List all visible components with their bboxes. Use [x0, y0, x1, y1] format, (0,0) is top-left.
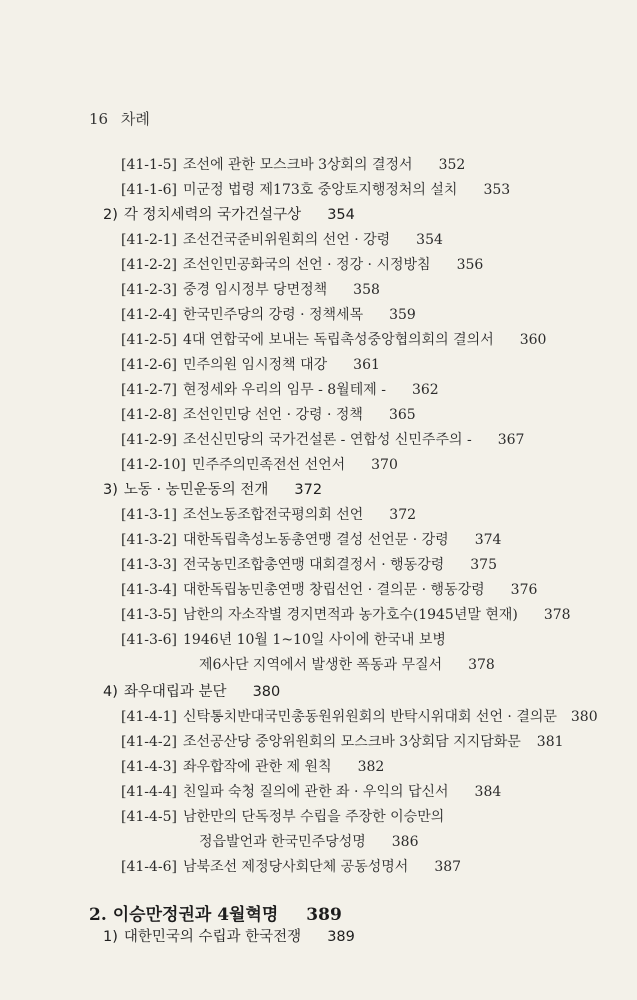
- section-number: 3): [103, 482, 118, 498]
- entry-title: 신탁통치반대국민총동원위원회의 반탁시위대회 선언 · 결의문: [183, 709, 557, 725]
- toc-entry-continuation: [199, 656, 495, 674]
- entry-title: 조선신민당의 국가건설론 - 연합성 신민주주의 -: [183, 432, 472, 448]
- entry-code: [41-3-5]: [121, 607, 178, 623]
- entry-page: 381: [536, 734, 564, 750]
- entry-page: 389: [306, 905, 342, 925]
- toc-entry: [121, 281, 380, 299]
- entry-title: 남북조선 제정당사회단체 공동성명서: [183, 859, 409, 875]
- entry-title: 전국농민조합총연맹 대회결정서 · 행동강령: [183, 557, 445, 573]
- entry-page: 353: [483, 182, 511, 198]
- toc-entry: [121, 381, 439, 399]
- entry-page: 376: [510, 582, 538, 598]
- toc-entry: [121, 758, 384, 776]
- toc-entry: [121, 606, 571, 624]
- chapter-title: 이승만정권과 4월혁명: [112, 905, 279, 925]
- entry-page: 356: [456, 257, 484, 273]
- entry-title: 현정세와 우리의 임무 - 8월테제 -: [183, 382, 386, 398]
- toc-entry-continuation: [199, 833, 418, 851]
- entry-title: 중경 임시정부 당면정책: [183, 282, 328, 298]
- section-title: 각 정치세력의 국가건설구상: [123, 207, 302, 223]
- entry-code: [41-3-6]: [121, 632, 178, 648]
- entry-page: 386: [391, 834, 419, 850]
- section-number: 2): [103, 207, 118, 223]
- entry-page: 387: [434, 859, 462, 875]
- entry-code: [41-4-1]: [121, 709, 178, 725]
- entry-code: [41-2-6]: [121, 357, 178, 373]
- entry-title: 조선공산당 중앙위원회의 모스크바 3상회담 지지담화문: [183, 734, 521, 750]
- entry-title: 민주의원 임시정책 대강: [183, 357, 328, 373]
- toc-entry: [121, 506, 416, 524]
- entry-code: [41-2-7]: [121, 382, 178, 398]
- section-title: 노동 · 농민운동의 전개: [123, 482, 269, 498]
- entry-page: 380: [252, 684, 281, 700]
- entry-page: 384: [474, 784, 502, 800]
- section-number: 1): [103, 929, 118, 945]
- section-title: 좌우대립과 분단: [123, 684, 227, 700]
- toc-entry: [121, 356, 380, 374]
- toc-entry: [121, 181, 510, 199]
- entry-title: 대한독립촉성노동총연맹 결성 선언문 · 강령: [183, 532, 449, 548]
- entry-page: 367: [497, 432, 525, 448]
- entry-page: 372: [389, 507, 417, 523]
- entry-title: 민주주의민족전선 선언서: [191, 457, 346, 473]
- entry-page: 358: [353, 282, 380, 298]
- entry-page: 354: [416, 232, 443, 248]
- entry-page: 372: [294, 482, 323, 498]
- entry-code: [41-2-5]: [121, 332, 178, 348]
- toc-entry: [121, 581, 537, 599]
- section-number: 4): [103, 684, 118, 700]
- entry-code: [41-1-6]: [121, 182, 178, 198]
- entry-page: 375: [470, 557, 497, 573]
- page-number: 16: [89, 110, 109, 128]
- toc-entry: [121, 708, 598, 726]
- entry-page: 352: [438, 157, 466, 173]
- entry-page: 380: [570, 709, 598, 725]
- toc-entry: [121, 631, 446, 649]
- page-title: 차례: [120, 110, 150, 128]
- entry-page: 378: [543, 607, 571, 623]
- entry-code: [41-4-2]: [121, 734, 178, 750]
- entry-title: 조선인민당 선언 · 강령 · 정책: [183, 407, 363, 423]
- toc-entry: [121, 231, 443, 249]
- toc-entry: [121, 331, 546, 349]
- entry-page: 362: [411, 382, 439, 398]
- entry-page: 361: [353, 357, 380, 373]
- toc-section: [103, 683, 280, 701]
- entry-code: [41-4-3]: [121, 759, 178, 775]
- entry-title: 조선노동조합전국평의회 선언: [183, 507, 364, 523]
- toc-section: [103, 928, 355, 946]
- entry-page: 359: [389, 307, 416, 323]
- entry-title: 1946년 10월 1~10일 사이에 한국내 보병: [183, 632, 446, 648]
- entry-title: 대한독립농민총연맹 창립선언 · 결의문 · 행동강령: [183, 582, 485, 598]
- entry-title: 조선인민공화국의 선언 · 정강 · 시정방침: [183, 257, 431, 273]
- section-title: 대한민국의 수립과 한국전쟁: [123, 929, 302, 945]
- entry-code: [41-4-4]: [121, 784, 178, 800]
- toc-chapter: [89, 900, 342, 925]
- chapter-number: 2.: [89, 905, 107, 925]
- entry-page: 370: [371, 457, 398, 473]
- entry-page: 360: [519, 332, 547, 348]
- entry-title: 미군정 법령 제173호 중앙토지행정처의 설치: [183, 182, 458, 198]
- entry-title: 친일파 숙청 질의에 관한 좌 · 우익의 답신서: [183, 784, 449, 800]
- entry-code: [41-4-6]: [121, 859, 178, 875]
- entry-title: 남한만의 단독정부 수립을 주장한 이승만의: [183, 809, 445, 825]
- entry-code: [41-4-5]: [121, 809, 178, 825]
- entry-title: 4대 연합국에 보내는 독립촉성중앙협의회의 결의서: [183, 332, 494, 348]
- entry-code: [41-2-10]: [121, 457, 186, 473]
- entry-code: [41-2-8]: [121, 407, 178, 423]
- entry-page: 382: [357, 759, 385, 775]
- toc-entry: [121, 256, 483, 274]
- entry-code: [41-3-3]: [121, 557, 178, 573]
- entry-page: 378: [468, 657, 495, 673]
- toc-section: [103, 206, 355, 224]
- entry-page: 354: [327, 207, 355, 223]
- toc-entry: [121, 733, 564, 751]
- toc-entry: [121, 306, 416, 324]
- toc-entry: [121, 406, 416, 424]
- entry-code: [41-3-1]: [121, 507, 178, 523]
- entry-code: [41-3-4]: [121, 582, 178, 598]
- entry-code: [41-1-5]: [121, 157, 178, 173]
- entry-title: 정읍발언과 한국민주당성명: [199, 834, 366, 850]
- entry-code: [41-2-3]: [121, 282, 178, 298]
- entry-code: [41-2-2]: [121, 257, 178, 273]
- toc-entry: [121, 858, 461, 876]
- entry-code: [41-2-4]: [121, 307, 178, 323]
- toc-entry: [121, 556, 497, 574]
- entry-title: 제6사단 지역에서 발생한 폭동과 무질서: [199, 657, 443, 673]
- entry-title: 조선건국준비위원회의 선언 · 강령: [183, 232, 391, 248]
- toc-entry: [121, 456, 398, 474]
- toc-entry: [121, 808, 444, 826]
- entry-code: [41-2-1]: [121, 232, 178, 248]
- entry-code: [41-2-9]: [121, 432, 178, 448]
- entry-title: 한국민주당의 강령 · 정책세목: [183, 307, 364, 323]
- toc-section: [103, 481, 322, 499]
- entry-page: 389: [327, 929, 355, 945]
- entry-title: 좌우합작에 관한 제 원칙: [183, 759, 332, 775]
- entry-code: [41-3-2]: [121, 532, 178, 548]
- toc-entry: [121, 783, 501, 801]
- toc-entry: [121, 431, 524, 449]
- toc-entry: [121, 156, 465, 174]
- toc-entry: [121, 531, 501, 549]
- entry-title: 조선에 관한 모스크바 3상회의 결정서: [183, 157, 413, 173]
- entry-page: 374: [474, 532, 502, 548]
- entry-page: 365: [388, 407, 416, 423]
- entry-title: 남한의 자소작별 경지면적과 농가호수(1945년말 현재): [183, 607, 518, 623]
